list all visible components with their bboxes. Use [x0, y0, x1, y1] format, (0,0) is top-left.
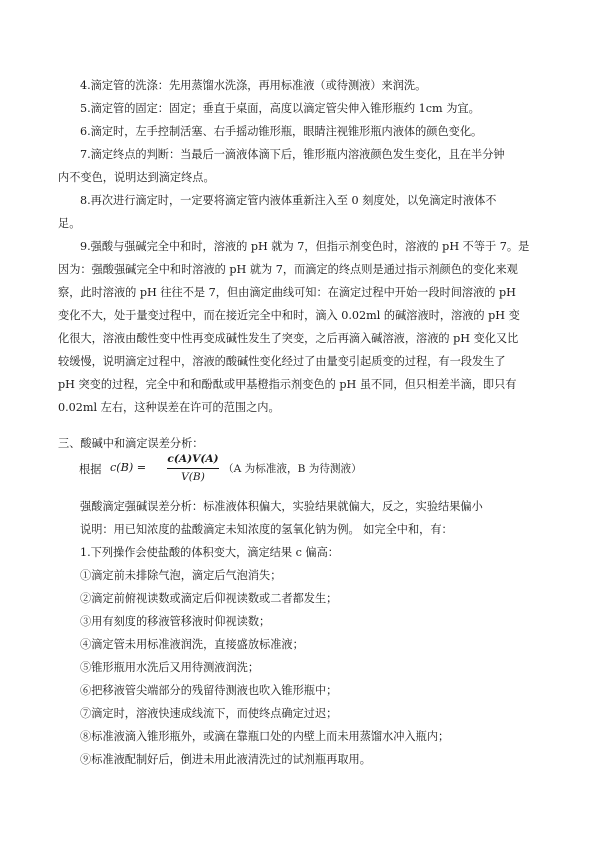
item-9-line-7: pH 突变的过程，完全中和和酚酞或甲基橙指示剂变色的 pH 虽不同，但只相差半滴，即只有 [58, 378, 517, 391]
list-item: ⑤锥形瓶用水洗后又用待测液润洗； [80, 661, 260, 674]
item-5: 5.滴定管的固定：固定；垂直于桌面，高度以滴定管尖伸入锥形瓶约 1cm 为宜。 [80, 102, 480, 115]
list-item: ⑧标准液滴入锥形瓶外，或滴在靠瓶口处的内壁上而未用蒸馏水冲入瓶内； [80, 730, 450, 743]
section-3-heading: 三、酸碱中和滴定误差分析： [58, 437, 204, 450]
concentration-formula [79, 452, 479, 488]
item-8-line-1: 8.再次进行滴定时，一定要将滴定管内液体重新注入至 0 刻度处，以免滴定时液体不 [80, 194, 497, 207]
formula-lhs: c(B) = [110, 461, 147, 474]
formula-lead: 根据 [79, 463, 102, 476]
item-9-line-1: 9.强酸与强碱完全中和时，溶液的 pH 就为 7，但指示剂变色时，溶液的 pH 不等于 7。是 [80, 240, 530, 253]
formula-numerator: c(A)V(A) [167, 453, 219, 465]
item-9-line-3: 察，此时溶液的 pH 往往不是 7，但由滴定曲线可知：在滴定过程中开始一段时间溶液的 pH [58, 286, 516, 299]
fraction-bar [167, 468, 219, 469]
item-9-line-4: 变化不大，处于量变过程中，而在接近完全中和时，滴入 0.02ml 的碱溶液时，溶液的 pH 变 [58, 309, 520, 322]
item-7-line-1: 7.滴定终点的判断：当最后一滴液体滴下后，锥形瓶内溶液颜色发生变化，且在半分钟 [80, 148, 505, 161]
item-9-line-8: 0.02ml 左右，这种误差在许可的范围之内。 [58, 401, 280, 414]
formula-denominator: V(B) [181, 471, 205, 483]
list-title: 1.下列操作会使盐酸的体积变大，滴定结果 c 偏高： [80, 546, 339, 559]
formula-note: （A 为标准液，B 为待测液） [223, 463, 362, 475]
analysis-line-2: 说明：用已知浓度的盐酸滴定未知浓度的氢氧化钠为例。 如完全中和，有： [80, 523, 453, 536]
item-9-line-5: 化很大，溶液由酸性变中性再变成碱性发生了突变，之后再滴入碱溶液，溶液的 pH 变化又比 [58, 332, 519, 345]
formula-fraction [167, 452, 219, 485]
item-4: 4.滴定管的洗涤：先用蒸馏水洗涤，再用标准液（或待测液）来润洗。 [80, 79, 427, 92]
list-item: ⑥把移液管尖端部分的残留待测液也吹入锥形瓶中； [80, 684, 338, 697]
list-item: ②滴定前俯视读数或滴定后仰视读数或二者都发生； [80, 592, 338, 605]
item-7-line-2: 内不变色，说明达到滴定终点。 [58, 171, 215, 184]
list-item: ⑨标准液配制好后，倒进未用此液清洗过的试剂瓶再取用。 [80, 753, 371, 766]
list-item: ①滴定前未排除气泡，滴定后气泡消失； [80, 569, 282, 582]
list-item: ⑦滴定时，溶液快速成线流下，而使终点确定过迟； [80, 707, 338, 720]
list-item: ③用有刻度的移液管移液时仰视读数； [80, 615, 271, 628]
item-8-line-2: 足。 [58, 217, 81, 230]
item-6: 6.滴定时，左手控制活塞、右手摇动锥形瓶，眼睛注视锥形瓶内液体的颜色变化。 [80, 125, 483, 138]
item-9-line-2: 因为：强酸强碱完全中和时溶液的 pH 就为 7，而滴定的终点则是通过指示剂颜色的变化来观 [58, 263, 518, 276]
analysis-line-1: 强酸滴定强碱误差分析：标准液体积偏大，实验结果就偏大，反之，实验结果偏小 [80, 500, 483, 513]
item-9-line-6: 较缓慢，说明滴定过程中，溶液的酸碱性变化经过了由量变引起质变的过程，有一段发生了 [58, 355, 506, 368]
list-item: ④滴定管未用标准液润洗，直接盛放标准液； [80, 638, 304, 651]
